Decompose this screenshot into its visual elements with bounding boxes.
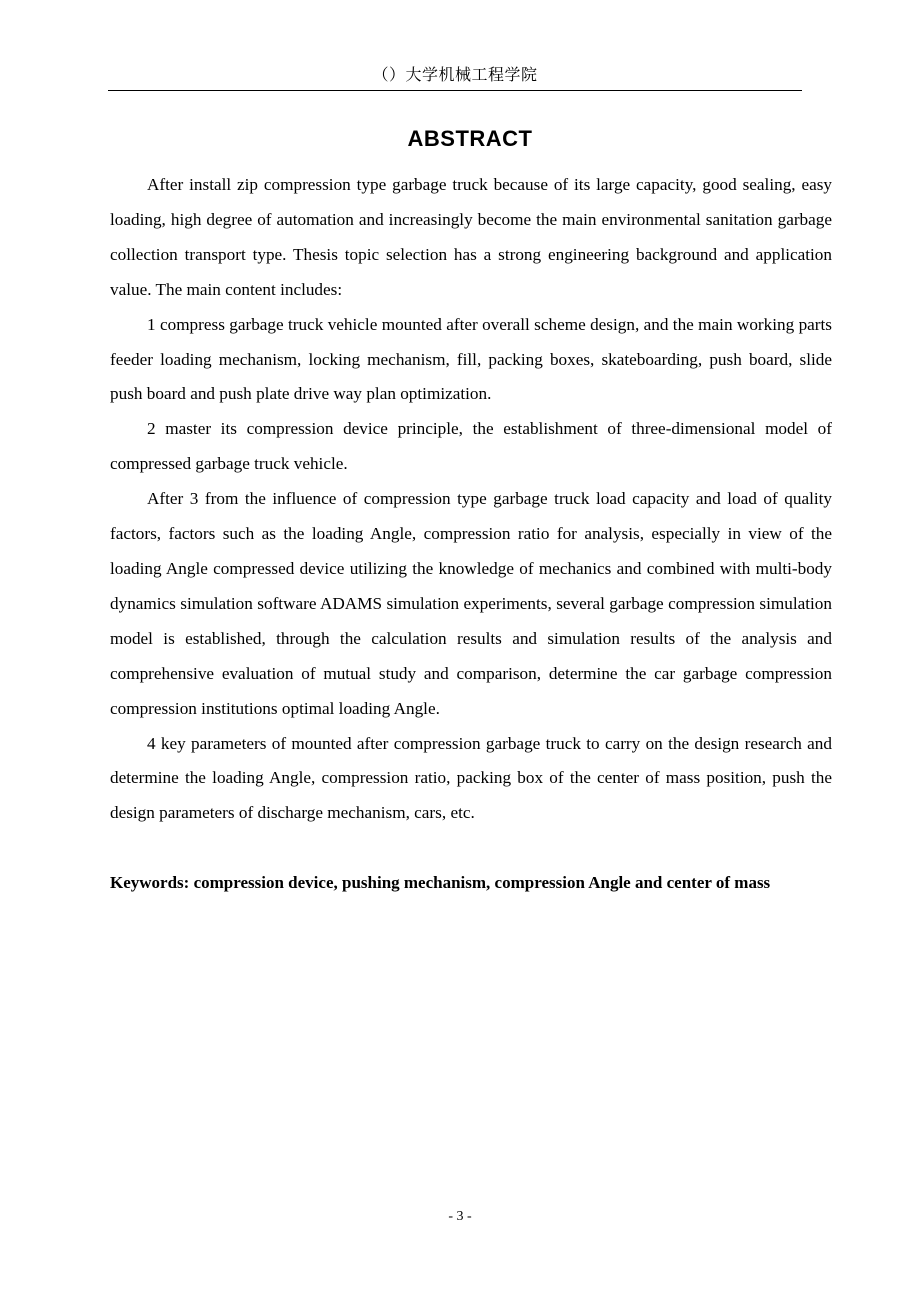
abstract-body bbox=[110, 168, 832, 831]
abstract-title: ABSTRACT bbox=[407, 126, 533, 151]
header-rule bbox=[108, 90, 802, 91]
running-header: （）大学机械工程学院 bbox=[372, 65, 538, 84]
abstract-paragraph: 2 master its compression device principle, the establishment of three-dimensional model of compressed garbage truck vehicle. bbox=[110, 419, 832, 474]
abstract-paragraph: After install zip compression type garbage truck because of its large capacity, good sealing, easy loading, high degree of automation and increasingly become the main environmental sanitation garbage collection transport type. Thesis topic selection has a strong engineering background and application value. The main content includes: bbox=[110, 175, 832, 299]
abstract-paragraph: After 3 from the influence of compression type garbage truck load capacity and load of quality factors, factors such as the loading Angle, compression ratio for analysis, especially in view of the loading Angle compressed device utilizing the knowledge of mechanics and combined with multi-body dynamics simulation software ADAMS simulation experiments, several garbage compression simulation model is established, through the calculation results and simulation results of the analysis and comprehensive evaluation of mutual study and comparison, determine the car garbage compression compression institutions optimal loading Angle. bbox=[110, 489, 832, 718]
page-number: - 3 - bbox=[448, 1209, 472, 1224]
keywords-line: Keywords: compression device, pushing mechanism, compression Angle and center of mass bbox=[110, 873, 771, 892]
abstract-paragraph: 4 key parameters of mounted after compression garbage truck to carry on the design research and determine the loading Angle, compression ratio, packing box of the center of mass position, push the design parameters of discharge mechanism, cars, etc. bbox=[110, 733, 832, 823]
abstract-paragraph: 1 compress garbage truck vehicle mounted after overall scheme design, and the main working parts feeder loading mechanism, locking mechanism, fill, packing boxes, skateboarding, push board, slide push board and push plate drive way plan optimization. bbox=[110, 314, 832, 404]
